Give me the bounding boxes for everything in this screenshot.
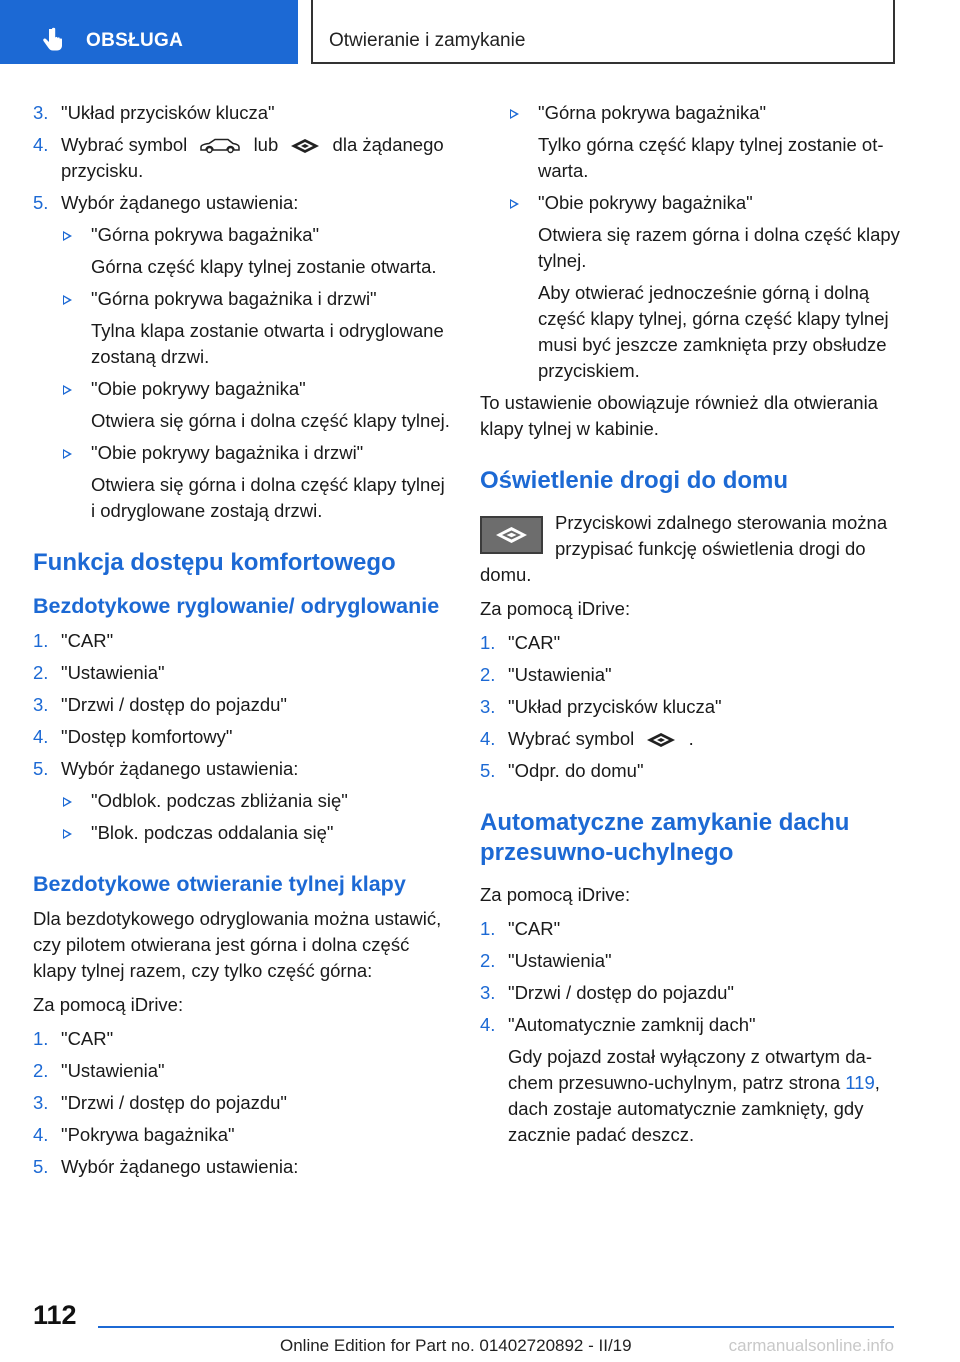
list-number: 3.: [480, 982, 496, 1003]
option-item: [33, 286, 453, 312]
list-text: "Ustawienia": [508, 950, 612, 971]
list-number: 2.: [480, 950, 496, 971]
light-paragraph: [480, 510, 900, 588]
list-text: Wybrać symbol: [508, 728, 635, 749]
list-number: 1.: [33, 1028, 49, 1049]
option-description: Tylko górna część klapy tylnej zostanie otwarta.: [538, 134, 884, 181]
edition-text: Online Edition for Part no. 01402720892 - II/19: [280, 1336, 632, 1355]
list-text: "CAR": [61, 1028, 114, 1049]
list-text: "Ustawienia": [508, 664, 612, 685]
paragraph: Dla bezdotykowego odryglowania można ustawić, czy pilotem otwierana jest górna i dolna część klapy tylnej razem, czy tylko część górna:: [33, 908, 442, 981]
list-item: [480, 758, 900, 784]
chevron-diamond-icon: [289, 137, 321, 155]
list-item: [480, 694, 900, 720]
list-number: 3.: [33, 1092, 49, 1113]
option-label: "Górna pokrywa bagażnika": [91, 224, 320, 245]
list-item: [480, 662, 900, 688]
list-item: [33, 692, 453, 718]
list-item: [480, 1012, 900, 1038]
triangle-bullet-icon: [63, 231, 72, 241]
list-text: "Dostęp komfortowy": [61, 726, 233, 747]
paragraph-text: Przyciskowi zdalnego sterowania można przypisać funkcję oświetlenia drogi do domu.: [480, 512, 888, 585]
left-column: [33, 100, 453, 1186]
list-text: "Drzwi / dostęp do pojazdu": [61, 1092, 288, 1113]
right-column: [480, 100, 900, 1154]
chevron-diamond-icon: [482, 518, 541, 552]
remote-button-image: [480, 516, 543, 554]
list-text: "Drzwi / dostęp do pojazdu": [61, 694, 288, 715]
list-text: Wybrać symbol: [61, 134, 188, 155]
description-text: Gdy pojazd został wyłączony z otwartym dachem przesuwno-uchylnym, patrz strona: [508, 1046, 872, 1093]
list-item: [33, 1090, 453, 1116]
option-description: Otwiera się górna i dolna część klapy tylnej i odryglowane zostają drzwi.: [91, 474, 445, 521]
option-label: "Górna pokrywa bagażnika": [538, 102, 767, 123]
subsection-heading: Bezdotykowe otwieranie tylnej klapy: [33, 872, 406, 896]
section-tab[interactable]: [0, 0, 298, 64]
list-number: 4.: [480, 1014, 496, 1035]
list-text: Wybór żądanego ustawienia:: [61, 192, 299, 213]
section-heading: Oświetlenie drogi do domu: [480, 467, 789, 494]
list-item: [480, 948, 900, 974]
option-description: Górna część klapy tylnej zostanie otwarta.: [91, 256, 437, 277]
list-number: 3.: [33, 694, 49, 715]
list-number: 1.: [33, 630, 49, 651]
list-text: "CAR": [61, 630, 114, 651]
list-item: [33, 1122, 453, 1148]
list-text: "Pokrywa bagażnika": [61, 1124, 235, 1145]
list-item: [33, 1026, 453, 1052]
list-text: "Drzwi / dostęp do pojazdu": [508, 982, 735, 1003]
list-text: "Układ przycisków klucza": [61, 102, 275, 123]
option-label: "Obie pokrywy bagażnika i drzwi": [91, 442, 364, 463]
car-symbol-icon: [198, 136, 242, 156]
list-item: [33, 100, 453, 126]
list-item: [480, 726, 900, 752]
paragraph: Za pomocą iDrive:: [480, 598, 631, 619]
triangle-bullet-icon: [63, 829, 72, 839]
list-item: [480, 630, 900, 656]
footer-divider: [98, 1326, 894, 1328]
list-text: Wybór żądanego ustawienia:: [61, 1156, 299, 1177]
option-description: Otwiera się górna i dolna część klapy tylnej.: [91, 410, 450, 431]
option-item: [33, 820, 453, 846]
option-label: "Blok. podczas oddalania się": [91, 822, 334, 843]
list-text: "CAR": [508, 918, 561, 939]
list-number: 4.: [33, 726, 49, 747]
list-text: "Układ przycisków klucza": [508, 696, 722, 717]
triangle-bullet-icon: [510, 199, 519, 209]
option-item: [33, 222, 453, 248]
list-number: 1.: [480, 632, 496, 653]
option-description: Otwiera się razem górna i dolna część klapy tylnej.: [538, 224, 900, 271]
watermark: carmanualsonline.info: [728, 1336, 894, 1355]
list-item: [33, 756, 453, 782]
list-text: Wybór żądanego ustawienia:: [61, 758, 299, 779]
page-number: 112: [33, 1300, 77, 1330]
subsection-heading: Bezdotykowe ryglowanie/ odryglowanie: [33, 594, 440, 618]
list-text: "Ustawienia": [61, 1060, 165, 1081]
triangle-bullet-icon: [63, 797, 72, 807]
option-item: [33, 440, 453, 466]
chapter-title: Otwieranie i zamykanie: [329, 30, 526, 51]
list-item: [33, 132, 453, 184]
triangle-bullet-icon: [63, 449, 72, 459]
list-text: "Odpr. do domu": [508, 760, 644, 781]
list-text: .: [688, 728, 694, 749]
triangle-bullet-icon: [63, 385, 72, 395]
list-number: 5.: [480, 760, 496, 781]
option-description: Aby otwierać jednocześnie górną i dolną część klapy tylnej, górna część klapy tylnej musi być jeszcze zamknięta przy obsłudze przyciskiem.: [538, 282, 889, 381]
list-number: 4.: [480, 728, 496, 749]
section-heading: Automatyczne zamykanie dachu przesuwno-uchylnego: [480, 809, 850, 866]
list-number: 2.: [480, 664, 496, 685]
option-item: [33, 788, 453, 814]
page-reference-link[interactable]: 119: [845, 1072, 875, 1093]
list-number: 5.: [33, 1156, 49, 1177]
list-text: "Ustawienia": [61, 662, 165, 683]
paragraph: To ustawienie obowiązuje również dla otwierania klapy tylnej w kabinie.: [480, 392, 878, 439]
option-label: "Górna pokrywa bagażnika i drzwi": [91, 288, 377, 309]
option-item: [480, 190, 900, 216]
option-description: Tylna klapa zostanie otwarta i odryglowane zostaną drzwi.: [91, 320, 444, 367]
option-item: [480, 100, 900, 126]
chevron-diamond-icon: [645, 731, 677, 749]
paragraph: Za pomocą iDrive:: [33, 994, 184, 1015]
list-text: "Automatycznie zamknij dach": [508, 1014, 756, 1035]
list-number: 3.: [33, 102, 49, 123]
roof-description: [480, 1044, 900, 1148]
list-item: [33, 190, 453, 216]
list-item: [480, 980, 900, 1006]
option-item: [33, 376, 453, 402]
list-item: [480, 916, 900, 942]
list-text: lub: [253, 134, 279, 155]
option-label: "Obie pokrywy bagażnika": [91, 378, 306, 399]
list-item: [33, 724, 453, 750]
section-label: OBSŁUGA: [86, 30, 184, 51]
option-label: "Odblok. podczas zbliżania się": [91, 790, 348, 811]
list-item: [33, 1154, 453, 1180]
description-text: , dach zostaje automatycznie zamknięty, gdy zacznie padać deszcz.: [508, 1072, 880, 1145]
chapter-title-box: [311, 0, 895, 64]
list-number: 4.: [33, 134, 49, 155]
list-text: "CAR": [508, 632, 561, 653]
touch-hand-icon: [40, 26, 64, 54]
list-number: 1.: [480, 918, 496, 939]
list-number: 5.: [33, 758, 49, 779]
paragraph: Za pomocą iDrive:: [480, 884, 631, 905]
list-text: dla żądanego przycisku.: [61, 134, 444, 181]
section-heading: Funkcja dostępu komfortowego: [33, 549, 396, 576]
list-item: [33, 628, 453, 654]
list-item: [33, 660, 453, 686]
list-number: 3.: [480, 696, 496, 717]
list-number: 4.: [33, 1124, 49, 1145]
list-number: 2.: [33, 662, 49, 683]
list-number: 2.: [33, 1060, 49, 1081]
list-item: [33, 1058, 453, 1084]
triangle-bullet-icon: [63, 295, 72, 305]
list-number: 5.: [33, 192, 49, 213]
triangle-bullet-icon: [510, 109, 519, 119]
option-label: "Obie pokrywy bagażnika": [538, 192, 753, 213]
